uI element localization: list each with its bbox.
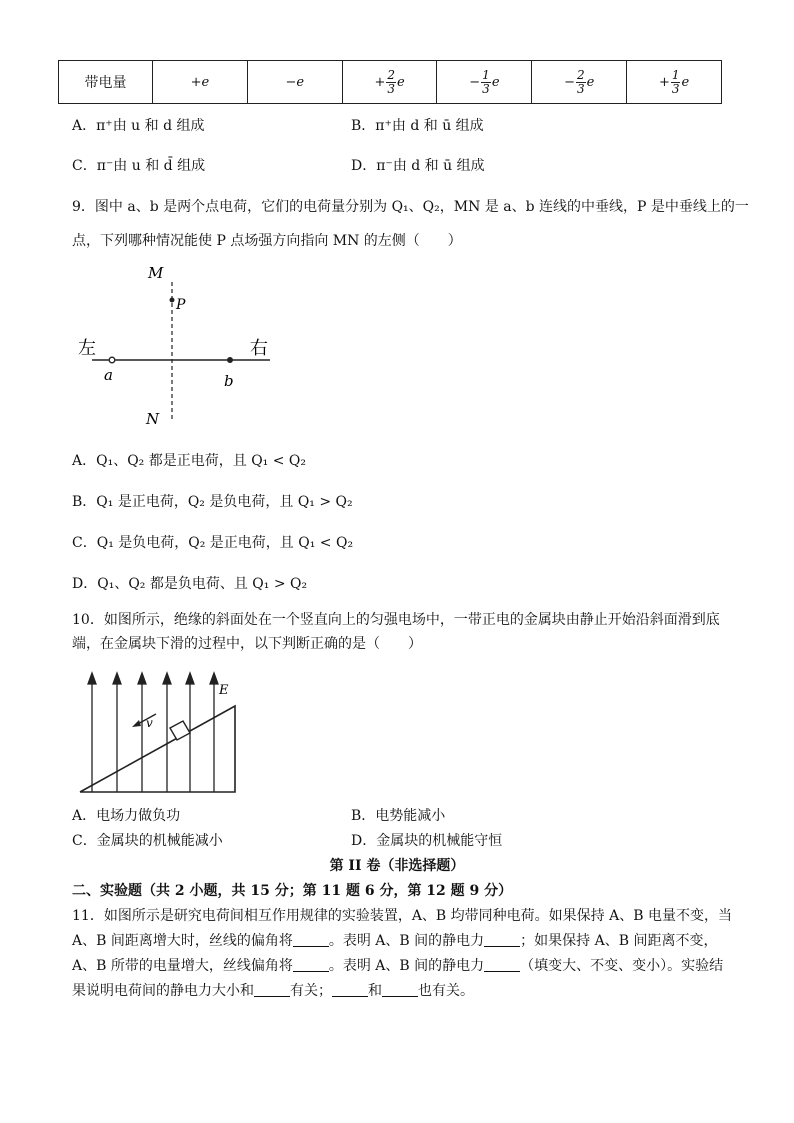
q11-text: 。表明 A、B 间的静电力 [328, 933, 485, 949]
answer-blank[interactable] [293, 957, 329, 972]
q9-figure [72, 262, 292, 432]
q9-stem-line1: 9．图中 a、b 是两个点电荷，它们的电荷量分别为 Q₁、Q₂，MN 是 a、b 连线的中垂线，P 是中垂线上的一 [72, 199, 749, 215]
q8-option-b[interactable]: B．π⁺由 d 和 ū 组成 [351, 118, 484, 134]
cell-sign: + [658, 74, 670, 90]
q9-stem-line2: 点，下列哪种情况能使 P 点场强方向指向 MN 的左侧（ ） [72, 233, 462, 249]
numerator: 2 [387, 67, 395, 82]
denominator: 3 [577, 81, 585, 96]
section-heading: 二、实验题（共 2 小题，共 15 分；第 11 题 6 分，第 12 题 9 分） [72, 883, 513, 899]
q11-line1: 11．如图所示是研究电荷间相互作用规律的实验装置，A、B 均带同种电荷。如果保持 A、B 电量不变，当 [72, 908, 732, 924]
cell-unit: e [396, 74, 405, 90]
charge-cell-5 [532, 61, 627, 104]
denominator: 3 [387, 81, 395, 96]
label-e: E [219, 683, 229, 698]
incline [80, 706, 235, 792]
answer-blank[interactable] [254, 982, 290, 997]
answer-blank[interactable] [382, 982, 418, 997]
q8-option-d[interactable]: D．π⁻由 d 和 ū 组成 [351, 158, 485, 174]
q9-option-b[interactable]: B．Q₁ 是正电荷，Q₂ 是负电荷，且 Q₁ > Q₂ [72, 494, 353, 510]
charge-a-dot [109, 357, 115, 363]
q8-option-c[interactable]: C．π⁻由 u 和 d̄ 组成 [72, 158, 206, 174]
metal-block [170, 721, 190, 740]
cell-sign: − [469, 74, 481, 90]
charge-cell-2 [247, 61, 342, 104]
label-right: 右 [250, 338, 268, 359]
label-a: a [104, 366, 113, 384]
q11-text: （填变大、不变、变小）。实验结 [520, 958, 724, 974]
point-p [170, 298, 175, 303]
q11-text: 也有关。 [418, 983, 474, 999]
fraction [386, 69, 396, 96]
q11-text: 有关； [290, 983, 332, 999]
q10-stem-line2: 端，在金属块下滑的过程中，以下判断正确的是（ ） [72, 636, 422, 652]
cell-value: −e [285, 74, 305, 90]
answer-blank[interactable] [484, 957, 520, 972]
answer-blank[interactable] [293, 932, 329, 947]
answer-blank[interactable] [332, 982, 368, 997]
q10-option-b[interactable]: B．电势能减小 [351, 808, 446, 824]
q9-option-c[interactable]: C．Q₁ 是负电荷，Q₂ 是正电荷，且 Q₁ < Q₂ [72, 535, 354, 551]
q8-option-a[interactable]: A．π⁺由 u 和 d 组成 [72, 118, 205, 134]
label-left: 左 [78, 338, 96, 359]
table-row [59, 61, 722, 104]
numerator: 2 [577, 67, 585, 82]
numerator: 1 [671, 67, 680, 82]
label-v: v [146, 716, 153, 730]
cell-unit: e [491, 74, 500, 90]
q10-option-c[interactable]: C．金属块的机械能减小 [72, 833, 223, 849]
field-lines [88, 673, 218, 792]
q11-text: A、B 间距离增大时，丝线的偏角将 [72, 933, 293, 949]
q11-text: A、B 所带的电量增大，丝线偏角将 [72, 958, 293, 974]
q9-option-a[interactable]: A．Q₁、Q₂ 都是正电荷，且 Q₁ < Q₂ [72, 453, 307, 469]
label-p: P [176, 297, 186, 313]
numerator: 1 [482, 67, 490, 82]
q11-text: 。表明 A、B 间的静电力 [328, 958, 485, 974]
section-title: 第 II 卷（非选择题） [329, 858, 465, 874]
cell-value: +e [190, 74, 210, 90]
q11-line3 [72, 956, 723, 976]
charge-cell-3 [342, 61, 437, 104]
label-n: N [146, 410, 160, 428]
q11-text: 果说明电荷间的静电力大小和 [72, 983, 254, 999]
q11-text: ；如果保持 A、B 间距离不变， [520, 933, 718, 949]
label-m: M [148, 264, 164, 282]
charge-table [58, 60, 722, 104]
cell-sign: + [374, 74, 386, 90]
q10-option-d[interactable]: D．金属块的机械能守恒 [351, 833, 503, 849]
denominator: 3 [671, 81, 680, 96]
q9-option-d[interactable]: D．Q₁、Q₂ 都是负电荷、且 Q₁ > Q₂ [72, 576, 308, 592]
q11-line4 [72, 981, 474, 1001]
answer-blank[interactable] [484, 932, 520, 947]
cell-sign: − [564, 74, 575, 90]
charge-cell-6 [627, 61, 722, 104]
q11-text: 和 [368, 983, 382, 999]
charge-b-dot [227, 357, 233, 363]
charge-cell-1 [153, 61, 248, 104]
q10-option-a[interactable]: A．电场力做负功 [72, 808, 181, 824]
fraction [671, 69, 681, 96]
cell-unit: e [681, 74, 690, 90]
charge-header: 带电量 [59, 61, 153, 104]
q10-stem-line1: 10．如图所示，绝缘的斜面处在一个竖直向上的匀强电场中，一带正电的金属块由静止开始沿斜面滑到底 [72, 612, 720, 628]
denominator: 3 [482, 81, 490, 96]
q10-figure [72, 670, 242, 800]
charge-cell-4 [437, 61, 532, 104]
fraction [481, 69, 491, 96]
fraction [576, 69, 586, 96]
cell-unit: e [586, 74, 595, 90]
label-b: b [224, 372, 234, 390]
q11-line2 [72, 931, 717, 951]
